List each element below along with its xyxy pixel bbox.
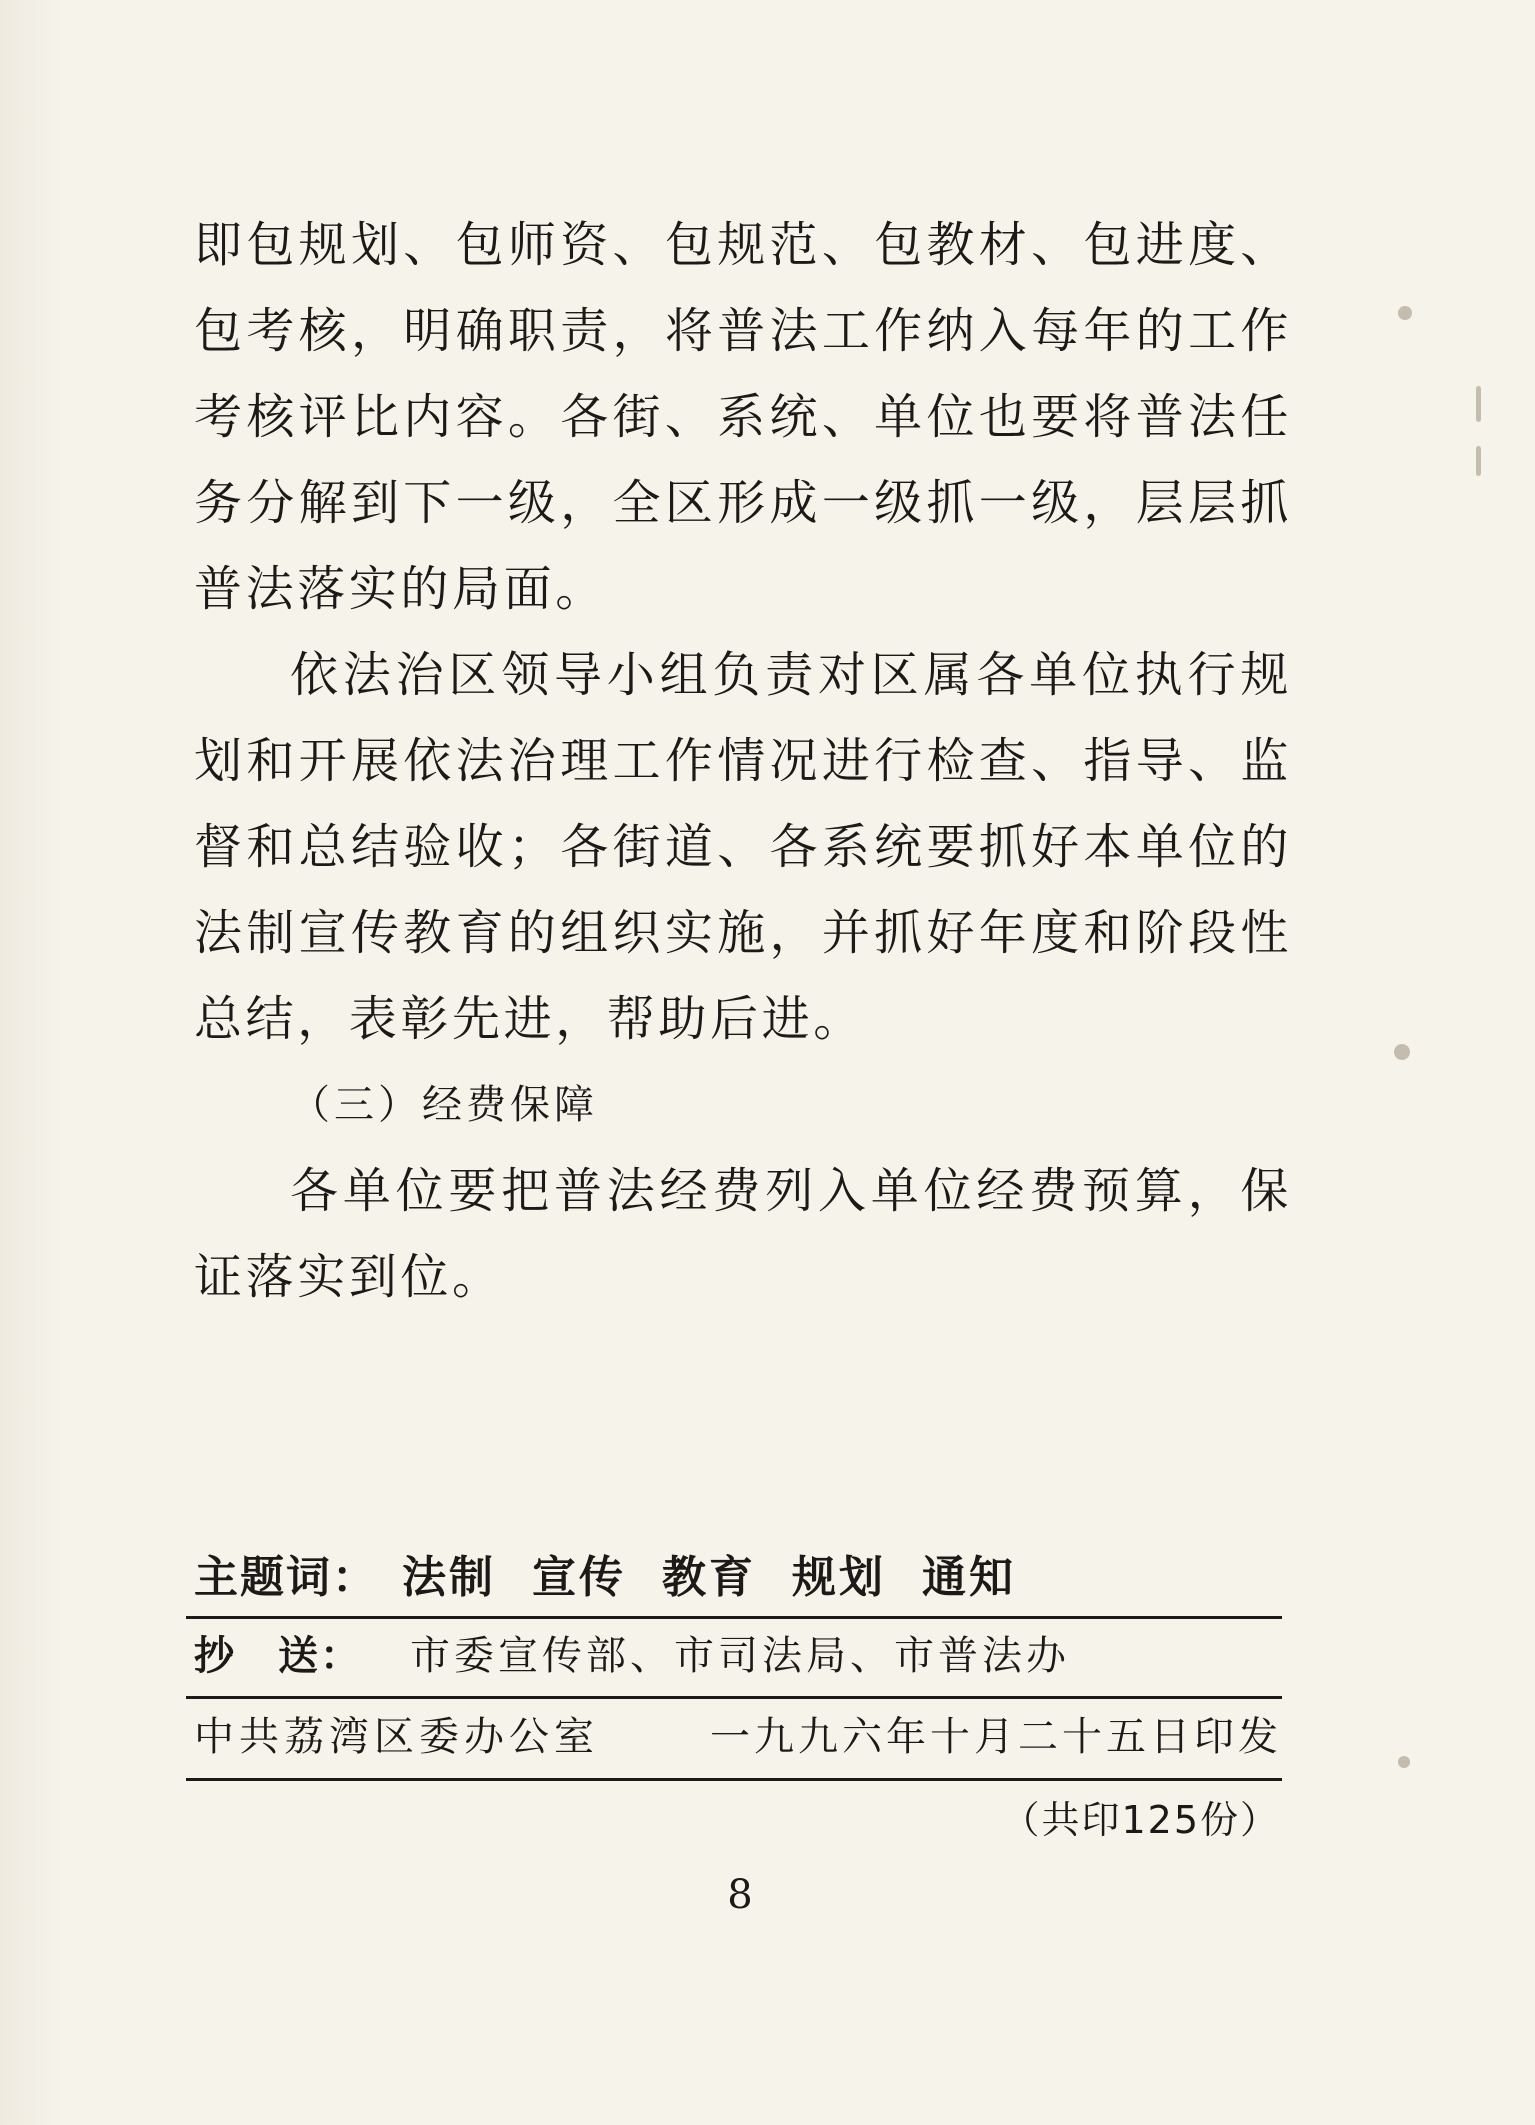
- paper-blemish: [1398, 306, 1412, 320]
- page-number: 8: [727, 1872, 753, 1918]
- paper-blemish: [1398, 1756, 1410, 1768]
- print-copies-note: [960, 1790, 1280, 1850]
- copy-to-label: 抄 送：: [194, 1633, 362, 1679]
- issue-date: 一九九六年十月二十五日印发: [710, 1714, 1282, 1760]
- keyword: 通知: [922, 1552, 1016, 1603]
- copy-to-row: [194, 1618, 1282, 1694]
- paper-blemish: [1394, 1044, 1410, 1060]
- body-paragraph: 各单位要把普法经费列入单位经费预算，保证落实到位。: [194, 1163, 1292, 1305]
- divider-line: [186, 1778, 1282, 1781]
- body-paragraph: 即包规划、包师资、包规范、包教材、包进度、包考核，明确职责，将普法工作纳入每年的工作考核评比内容。各街、系统、单位也要将普法任务分解到下一级，全区形成一级抓一级，层层抓普法落实的局面。: [194, 217, 1292, 617]
- keywords-label: 主题词：: [194, 1552, 378, 1603]
- print-copies-text: （共印125份）: [1001, 1798, 1280, 1842]
- issuing-office: 中共荔湾区委办公室: [194, 1714, 599, 1760]
- keyword: 教育: [662, 1552, 756, 1603]
- page-fold-shadow: [0, 0, 62, 2125]
- keyword: 规划: [792, 1552, 886, 1603]
- subject-keywords: [194, 1540, 1282, 1616]
- paper-blemish: [1476, 386, 1481, 422]
- paper-blemish: [1476, 446, 1481, 476]
- body-paragraph: 依法治区领导小组负责对区属各单位执行规划和开展依法治理工作情况进行检查、指导、监督和总结验收；各街道、各系统要抓好本单位的法制宣传教育的组织实施，并抓好年度和阶段性总结，表彰先进，帮助后进。: [194, 647, 1292, 1047]
- section-heading: （三）经费保障: [290, 1082, 598, 1128]
- keyword: 法制: [402, 1552, 496, 1603]
- keyword: 宣传: [532, 1552, 626, 1603]
- body-text: [194, 202, 1292, 1320]
- copy-to-recipients: 市委宣传部、市司法局、市普法办: [410, 1633, 1070, 1679]
- issuer-row: [194, 1698, 1282, 1776]
